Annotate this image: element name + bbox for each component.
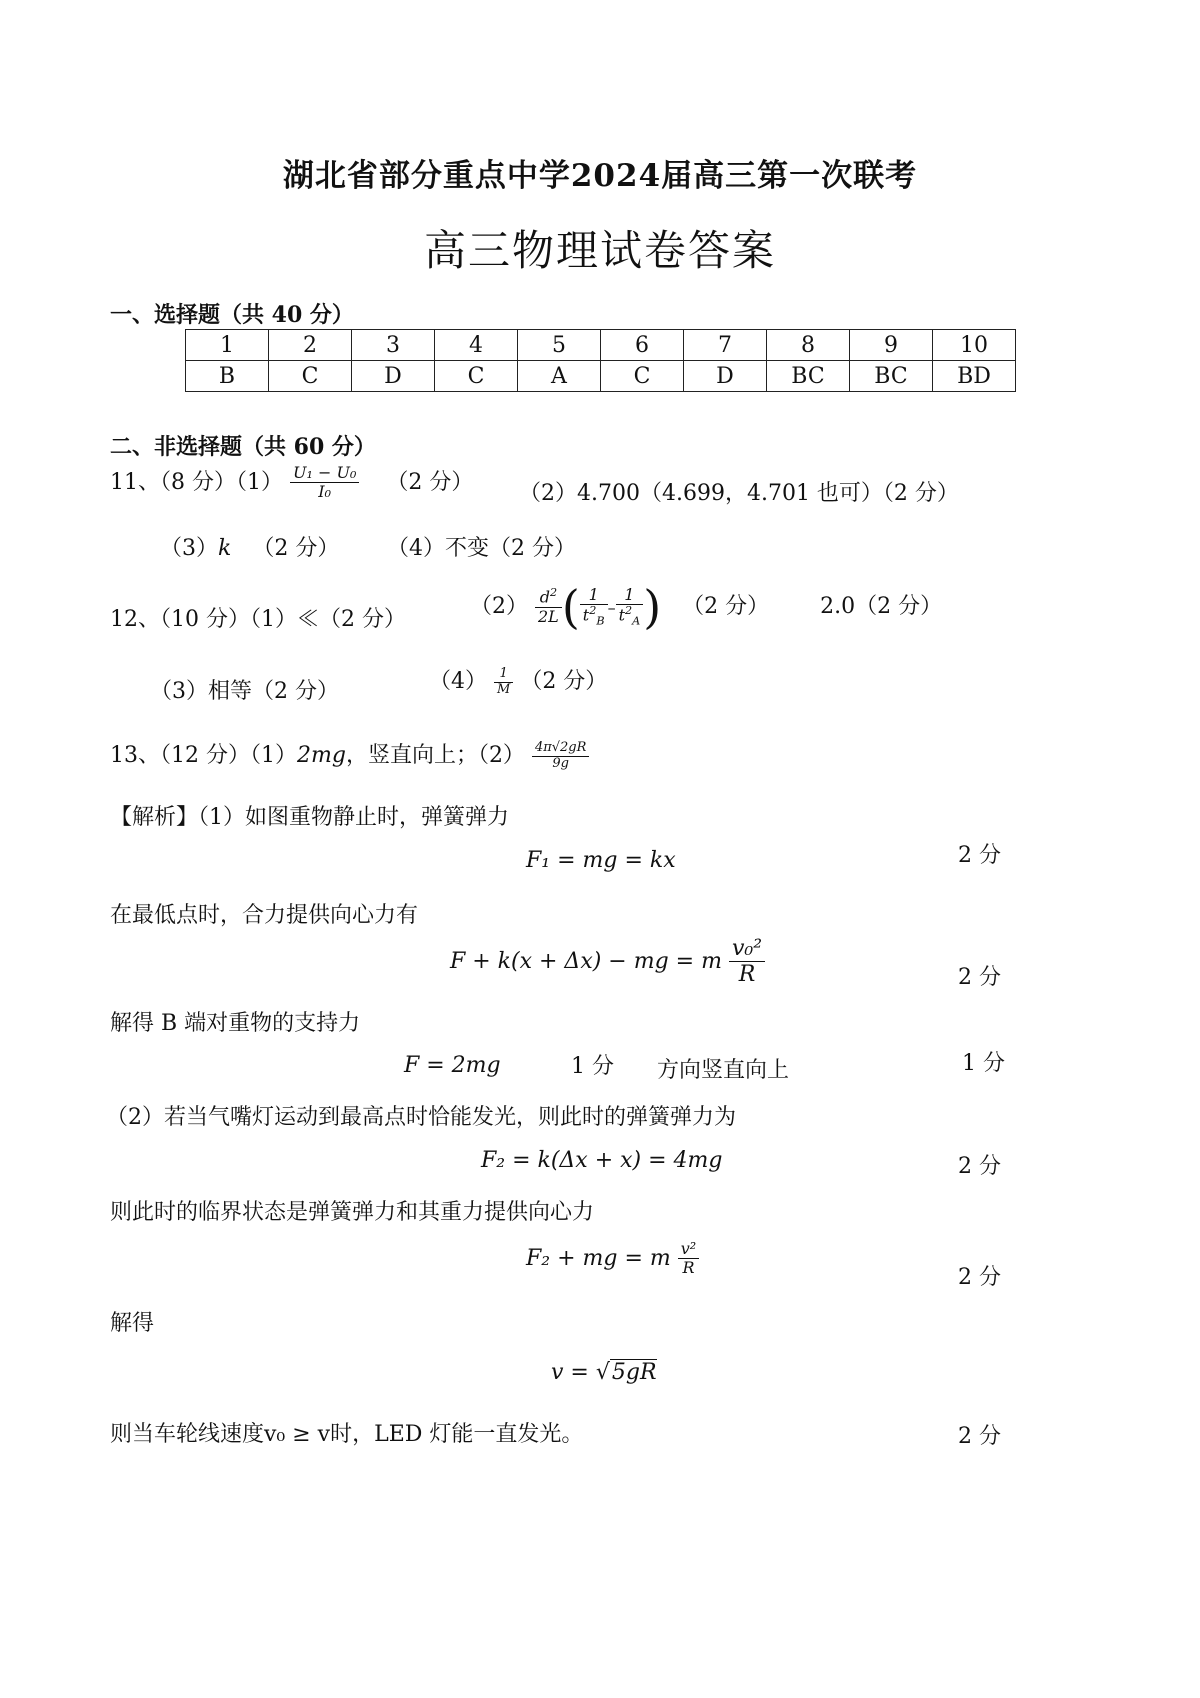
q13-text6: 解得: [110, 1311, 155, 1336]
answer-table: [185, 329, 1016, 392]
q13-eq2-den: R: [738, 962, 756, 988]
q13-ans2-den: 9g: [552, 755, 569, 771]
q12-frac-b: [580, 586, 608, 629]
q13-eq2: [450, 936, 765, 988]
q12-p2-extra: 2.0（2 分）: [820, 594, 943, 619]
q13-eq3-mid-score: 1 分: [571, 1054, 614, 1079]
q12-a-den: $t^2_A$: [618, 604, 641, 628]
q11-p3-prefix: （3）: [160, 536, 218, 561]
q13-eq3-score: 1 分: [962, 1051, 1005, 1076]
answer-table-answer-row: [186, 361, 1016, 392]
q12-p4-den: M: [497, 681, 511, 697]
right-paren-icon: ): [643, 580, 662, 634]
q13-eq4: F₂ = k(Δx + x) = 4mg: [481, 1148, 723, 1173]
left-paren-icon: (: [561, 580, 580, 634]
q12-p2-prefix: （2）: [470, 594, 528, 619]
q12-frac-a: [616, 586, 644, 629]
section2-heading: 二、非选择题（共 60 分）: [110, 434, 376, 460]
q13-mid: ，竖直向上；（2）: [345, 743, 525, 768]
q13-eq3-direction: 方向竖直向上: [657, 1058, 790, 1083]
q12-part1: 12、（10 分）（1）≪（2 分）: [110, 607, 406, 632]
q11-p3-score: （2 分）: [252, 536, 340, 561]
q13-ans2-fraction: [532, 741, 589, 772]
q12-outer-num: $d^2$: [535, 587, 562, 608]
minus-sign: –: [607, 598, 616, 617]
question-number: 10: [933, 330, 1016, 361]
q13-eq6-radicand: 5gR: [611, 1360, 657, 1385]
q13-eq2-fraction: [729, 936, 765, 988]
answer-cell: D: [684, 361, 767, 392]
q13-analysis: 【解析】（1）如图重物静止时，弹簧弹力: [110, 805, 509, 830]
answer-sheet-title: 高三物理试卷答案: [423, 226, 776, 275]
q13-eq6-left: v =: [551, 1360, 596, 1385]
question-number: 1: [186, 330, 269, 361]
q12-a-num: 1: [616, 586, 644, 605]
question-number: 2: [269, 330, 352, 361]
q13-eq2-left: F + k(x + Δx) − mg = m: [450, 948, 722, 974]
q13-ans1: 2mg: [296, 743, 346, 768]
question-number: 3: [352, 330, 435, 361]
q13-eq3: F = 2mg: [404, 1053, 501, 1078]
answer-cell: B: [186, 361, 269, 392]
q12-p2-score: （2 分）: [682, 594, 770, 619]
q13-eq1: F₁ = mg = kx: [526, 848, 676, 873]
q13-eq5-fraction: [678, 1240, 699, 1278]
q13-eq5-score: 2 分: [958, 1265, 1001, 1290]
answer-table-number-row: [186, 330, 1016, 361]
q13-text7: 则当车轮线速度v₀ ≥ v时，LED 灯能一直发光。: [110, 1422, 584, 1447]
q11-p3-var: k: [218, 536, 232, 561]
q13-text4: （2）若当气嘴灯运动到最高点时恰能发光，则此时的弹簧弹力为: [106, 1105, 736, 1130]
q12-outer-den: 2L: [538, 607, 559, 627]
q11-part2: （2）4.700（4.699，4.701 也可）（2 分）: [519, 481, 959, 506]
q12-p4-score: （2 分）: [520, 669, 608, 694]
answer-cell: A: [518, 361, 601, 392]
q13-prefix: 13、（12 分）（1）: [110, 743, 297, 768]
exam-title: 湖北省部分重点中学2024届高三第一次联考: [282, 158, 918, 194]
q11-line1: [110, 464, 473, 502]
q13-text7-score: 2 分: [958, 1424, 1001, 1449]
q13-eq2-num: v₀²: [729, 936, 765, 962]
q13-eq4-score: 2 分: [958, 1154, 1001, 1179]
answer-cell: C: [435, 361, 518, 392]
q13-text3: 解得 B 端对重物的支持力: [110, 1011, 361, 1036]
q11-line2: [160, 531, 339, 562]
q12-frac-outer: [535, 587, 562, 626]
q13-eq1-score: 2 分: [958, 843, 1001, 868]
sqrt-icon: √: [595, 1360, 610, 1385]
q13-eq5-left: F₂ + mg = m: [526, 1245, 671, 1271]
q12-b-den: $t^2_B$: [582, 604, 605, 628]
q13-eq5-den: R: [682, 1258, 695, 1278]
q13-eq6: [551, 1360, 657, 1385]
q13-text5: 则此时的临界状态是弹簧弹力和其重力提供向心力: [110, 1200, 595, 1225]
q11-frac-num: U₁ − U₀: [290, 464, 359, 483]
q11-part4: （4）不变（2 分）: [387, 536, 576, 561]
q13-eq5-num: v²: [678, 1240, 699, 1259]
question-number: 5: [518, 330, 601, 361]
q12-b-num: 1: [580, 586, 608, 605]
q13-eq5: [526, 1240, 699, 1278]
answer-cell: C: [269, 361, 352, 392]
q12-p4-fraction: [494, 667, 513, 698]
q12-part2: [470, 580, 943, 634]
q11-p1-score: （2 分）: [386, 469, 474, 495]
q13-eq2-score: 2 分: [958, 965, 1001, 990]
question-number: 6: [601, 330, 684, 361]
q13-line1: [110, 738, 589, 771]
answer-cell: C: [601, 361, 684, 392]
q11-prefix: 11、（8 分）（1）: [110, 469, 283, 495]
question-number: 9: [850, 330, 933, 361]
q12-p4-num: 1: [494, 667, 513, 683]
q12-p4-prefix: （4）: [429, 669, 487, 694]
section1-heading: 一、选择题（共 40 分）: [110, 302, 354, 328]
q12-part4: [429, 664, 607, 697]
q13-text2: 在最低点时，合力提供向心力有: [110, 903, 419, 928]
answer-cell: BC: [767, 361, 850, 392]
q13-ans2-num: 4π√2gR: [532, 741, 589, 757]
question-number: 4: [435, 330, 518, 361]
question-number: 7: [684, 330, 767, 361]
answer-cell: BD: [933, 361, 1016, 392]
q12-part3: （3）相等（2 分）: [150, 679, 339, 704]
q11-frac-den: I₀: [318, 482, 332, 502]
answer-cell: BC: [850, 361, 933, 392]
q11-fraction: [290, 464, 359, 502]
question-number: 8: [767, 330, 850, 361]
answer-cell: D: [352, 361, 435, 392]
